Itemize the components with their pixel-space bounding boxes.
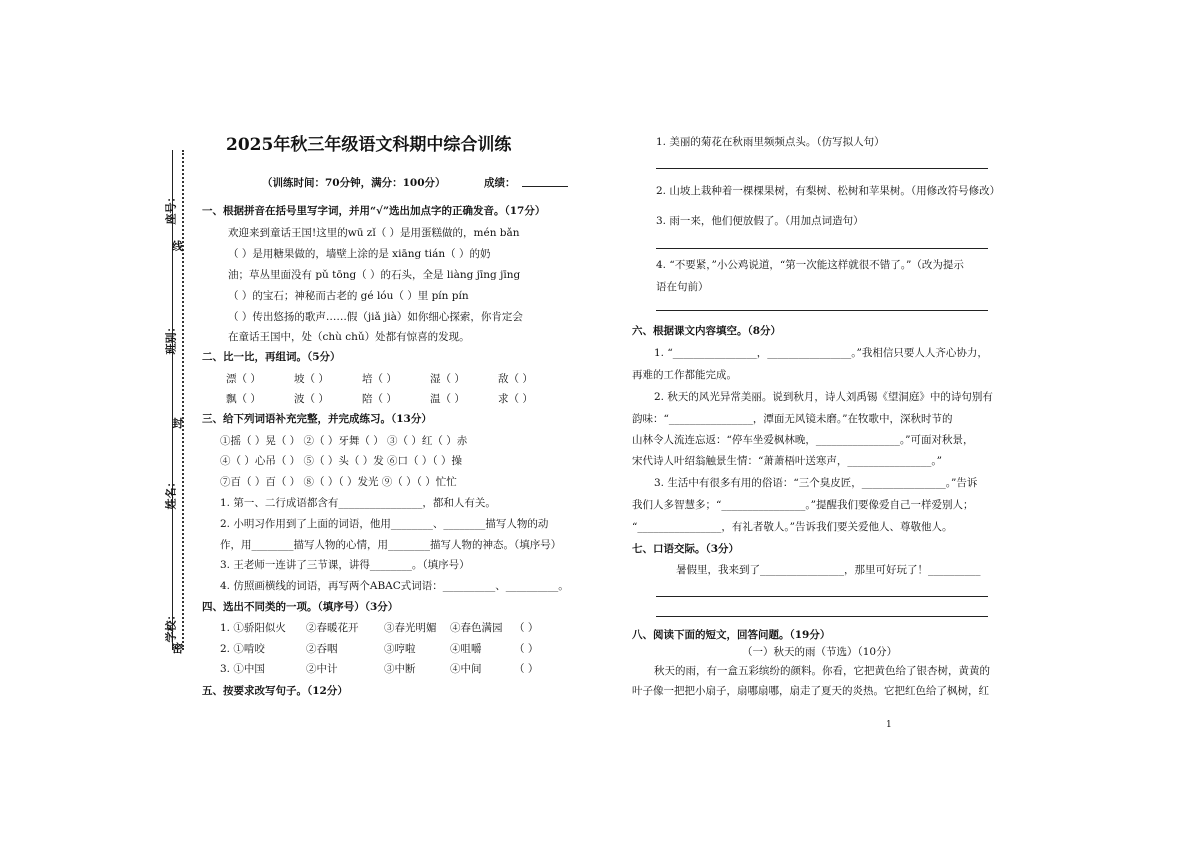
option-item: ③哼啦	[384, 643, 416, 655]
section-1-line: 在童话王国中，处（chù chǔ）处都有惊喜的发现。	[228, 331, 470, 343]
section-6-heading: 六、根据课文内容填空。（8分）	[632, 325, 782, 337]
rewrite-q3: 3. 雨一来，他们便放假了。（用加点词造句）	[656, 215, 864, 227]
rewrite-q4-cont: 语在句前）	[656, 281, 709, 293]
answer-line[interactable]	[656, 616, 988, 617]
section-5-heading: 五、按要求改写句子。（12分）	[202, 685, 348, 697]
score-label: 成绩：	[484, 177, 516, 189]
option-item: ②中计	[306, 663, 338, 675]
name-label: 姓名：	[164, 476, 178, 510]
class-label: 班别：	[164, 321, 178, 355]
answer-line[interactable]	[656, 596, 988, 597]
answer-line[interactable]	[656, 248, 988, 249]
page-title: 2025年秋三年级语文科期中综合训练	[226, 135, 512, 155]
compare-cell: 漂（ ）	[226, 373, 261, 385]
compare-cell: 坡（ ）	[294, 373, 329, 385]
fill-line: 我们人多智慧多；“________________。”提醒我们要像爱自己一样爱别人；	[632, 499, 974, 511]
seat-label: 座号：	[164, 191, 178, 225]
exam-meta: （训练时间：70分钟，满分：100分）	[262, 177, 446, 189]
section-4-heading: 四、选出不同类的一项。（填序号）（3分）	[202, 601, 399, 613]
compare-cell: 陪（ ）	[362, 393, 397, 405]
option-item: 1. ①骄阳似火	[220, 622, 286, 634]
page-number: 1	[886, 720, 892, 730]
answer-bracket: （ ）	[514, 643, 539, 655]
answer-bracket: （ ）	[514, 663, 539, 675]
compare-cell: 培（ ）	[362, 373, 397, 385]
question: 2. 小明习作用到了上面的词语，他用________、________描写人物的动	[220, 518, 549, 530]
compare-cell: 波（ ）	[294, 393, 329, 405]
compare-cell: 湿（ ）	[430, 373, 465, 385]
compare-cell: 温（ ）	[430, 393, 465, 405]
question: 作，用________描写人物的心情，用________描写人物的神态。（填序号）	[220, 539, 562, 551]
section-8-heading: 八、阅读下面的短文，回答问题。（19分）	[632, 629, 831, 641]
idiom-row: ⑦百（ ）百（ ） ⑧（ ）（ ）发光 ⑨（ ）（ ）忙忙	[220, 476, 457, 488]
section-1-heading: 一、根据拼音在括号里写字词，并用“√”选出加点字的正确发音。（17分）	[202, 205, 546, 217]
option-item: ③春光明媚	[384, 622, 437, 634]
fill-line: 2. 秋天的风光异常美丽。说到秋月，诗人刘禹锡《望洞庭》中的诗句别有	[654, 391, 993, 403]
binding-line	[172, 150, 173, 650]
option-item: ④咀嚼	[450, 643, 482, 655]
binding-dotted-line	[182, 150, 184, 650]
compare-cell: 敌（ ）	[498, 373, 533, 385]
answer-line[interactable]	[656, 168, 988, 169]
idiom-row: ④（ ）心吊（ ） ⑤（ ）头（ ）发 ⑥口（ ）（ ）操	[220, 455, 462, 467]
passage-line: 叶子像一把把小扇子，扇哪扇哪，扇走了夏天的炎热。它把红色给了枫树，红	[632, 685, 989, 697]
seal-char-xian: 线	[172, 240, 183, 253]
fill-line: 山林令人流连忘返：“停车坐爱枫林晚，________________。”可面对秋景，	[632, 434, 974, 446]
section-1-line: 欢迎来到童话王国!这里的wū zǐ（ ）是用蛋糕做的，mén bǎn	[228, 227, 520, 239]
fill-line: 韵味：“________________，潭面无风镜未磨。”在牧歌中，深秋时节的	[632, 413, 953, 425]
passage-subtitle: （一）秋天的雨（节选）（10分）	[742, 646, 898, 658]
option-item: ④中间	[450, 663, 482, 675]
section-3-heading: 三、给下列词语补充完整，并完成练习。（13分）	[202, 413, 432, 425]
section-2-heading: 二、比一比，再组词。（5分）	[202, 351, 341, 363]
seal-char-feng: 封	[172, 417, 183, 430]
answer-line[interactable]	[656, 310, 988, 311]
fill-line: 3. 生活中有很多有用的俗语：“三个臭皮匠，________________。”告诉	[654, 477, 978, 489]
section-1-line: （ ）传出悠扬的歌声……假（jiǎ jià）如你细心探索，你肯定会	[228, 311, 523, 323]
fill-line: 1. “________________，________________。”我相信只要人人齐心协力，	[654, 347, 988, 359]
option-item: ②吞咽	[306, 643, 338, 655]
fill-line: “________________，有礼者敬人。”告诉我们要关爱他人、尊敬他人。	[632, 521, 953, 533]
fill-line: 再难的工作都能完成。	[632, 369, 737, 381]
passage-line: 秋天的雨，有一盒五彩缤纷的颜料。你看，它把黄色给了银杏树，黄黄的	[654, 665, 990, 677]
seal-char-mi: 密	[172, 642, 183, 655]
option-item: ②春暖花开	[306, 622, 359, 634]
answer-bracket: （ ）	[514, 622, 539, 634]
question: 3. 王老师一连讲了三节课，讲得________。（填序号）	[220, 559, 470, 571]
section-7-heading: 七、口语交际。（3分）	[632, 543, 740, 555]
rewrite-q4: 4. “不要紧，”小公鸡说道，“第一次能这样就很不错了。”（改为提示	[656, 259, 964, 271]
option-item: 2. ①啃咬	[220, 643, 265, 655]
section-1-line: （ ）是用糖果做的，墙壁上涂的是 xiāng tián（ ）的奶	[228, 248, 491, 260]
fill-line: 宋代诗人叶绍翁触景生情：“萧萧梧叶送寒声，________________。”	[632, 455, 942, 467]
option-item: ③中断	[384, 663, 416, 675]
rewrite-q2: 2. 山坡上栽种着一棵棵果树，有梨树、松树和苹果树。（用修改符号修改）	[656, 185, 1001, 197]
compare-cell: 求（ ）	[498, 393, 533, 405]
rewrite-q1: 1. 美丽的菊花在秋雨里频频点头。（仿写拟人句）	[656, 136, 885, 148]
section-1-line: （ ）的宝石；神秘而古老的 gé lóu（ ）里 pín pín	[228, 290, 469, 302]
compare-cell: 飘（ ）	[226, 393, 261, 405]
question: 4. 仿照画横线的词语，再写两个ABAC式词语：__________、__________。	[220, 580, 569, 592]
oral-line: 暑假里，我来到了________________，那里可好玩了！__________	[676, 564, 981, 576]
score-blank[interactable]	[522, 186, 568, 187]
option-item: ④春色满园	[450, 622, 503, 634]
idiom-row: ①摇（ ）晃（ ） ②（ ）牙舞（ ） ③（ ）红（ ）赤	[220, 435, 468, 447]
option-item: 3. ①中国	[220, 663, 265, 675]
question: 1. 第一、二行成语都含有________________，都和人有关。	[220, 497, 496, 509]
section-1-line: 油；草丛里面没有 pǔ tōng（ ）的石头，全是 liàng jīng jīng	[228, 269, 521, 281]
school-label: 学校：	[164, 609, 178, 643]
